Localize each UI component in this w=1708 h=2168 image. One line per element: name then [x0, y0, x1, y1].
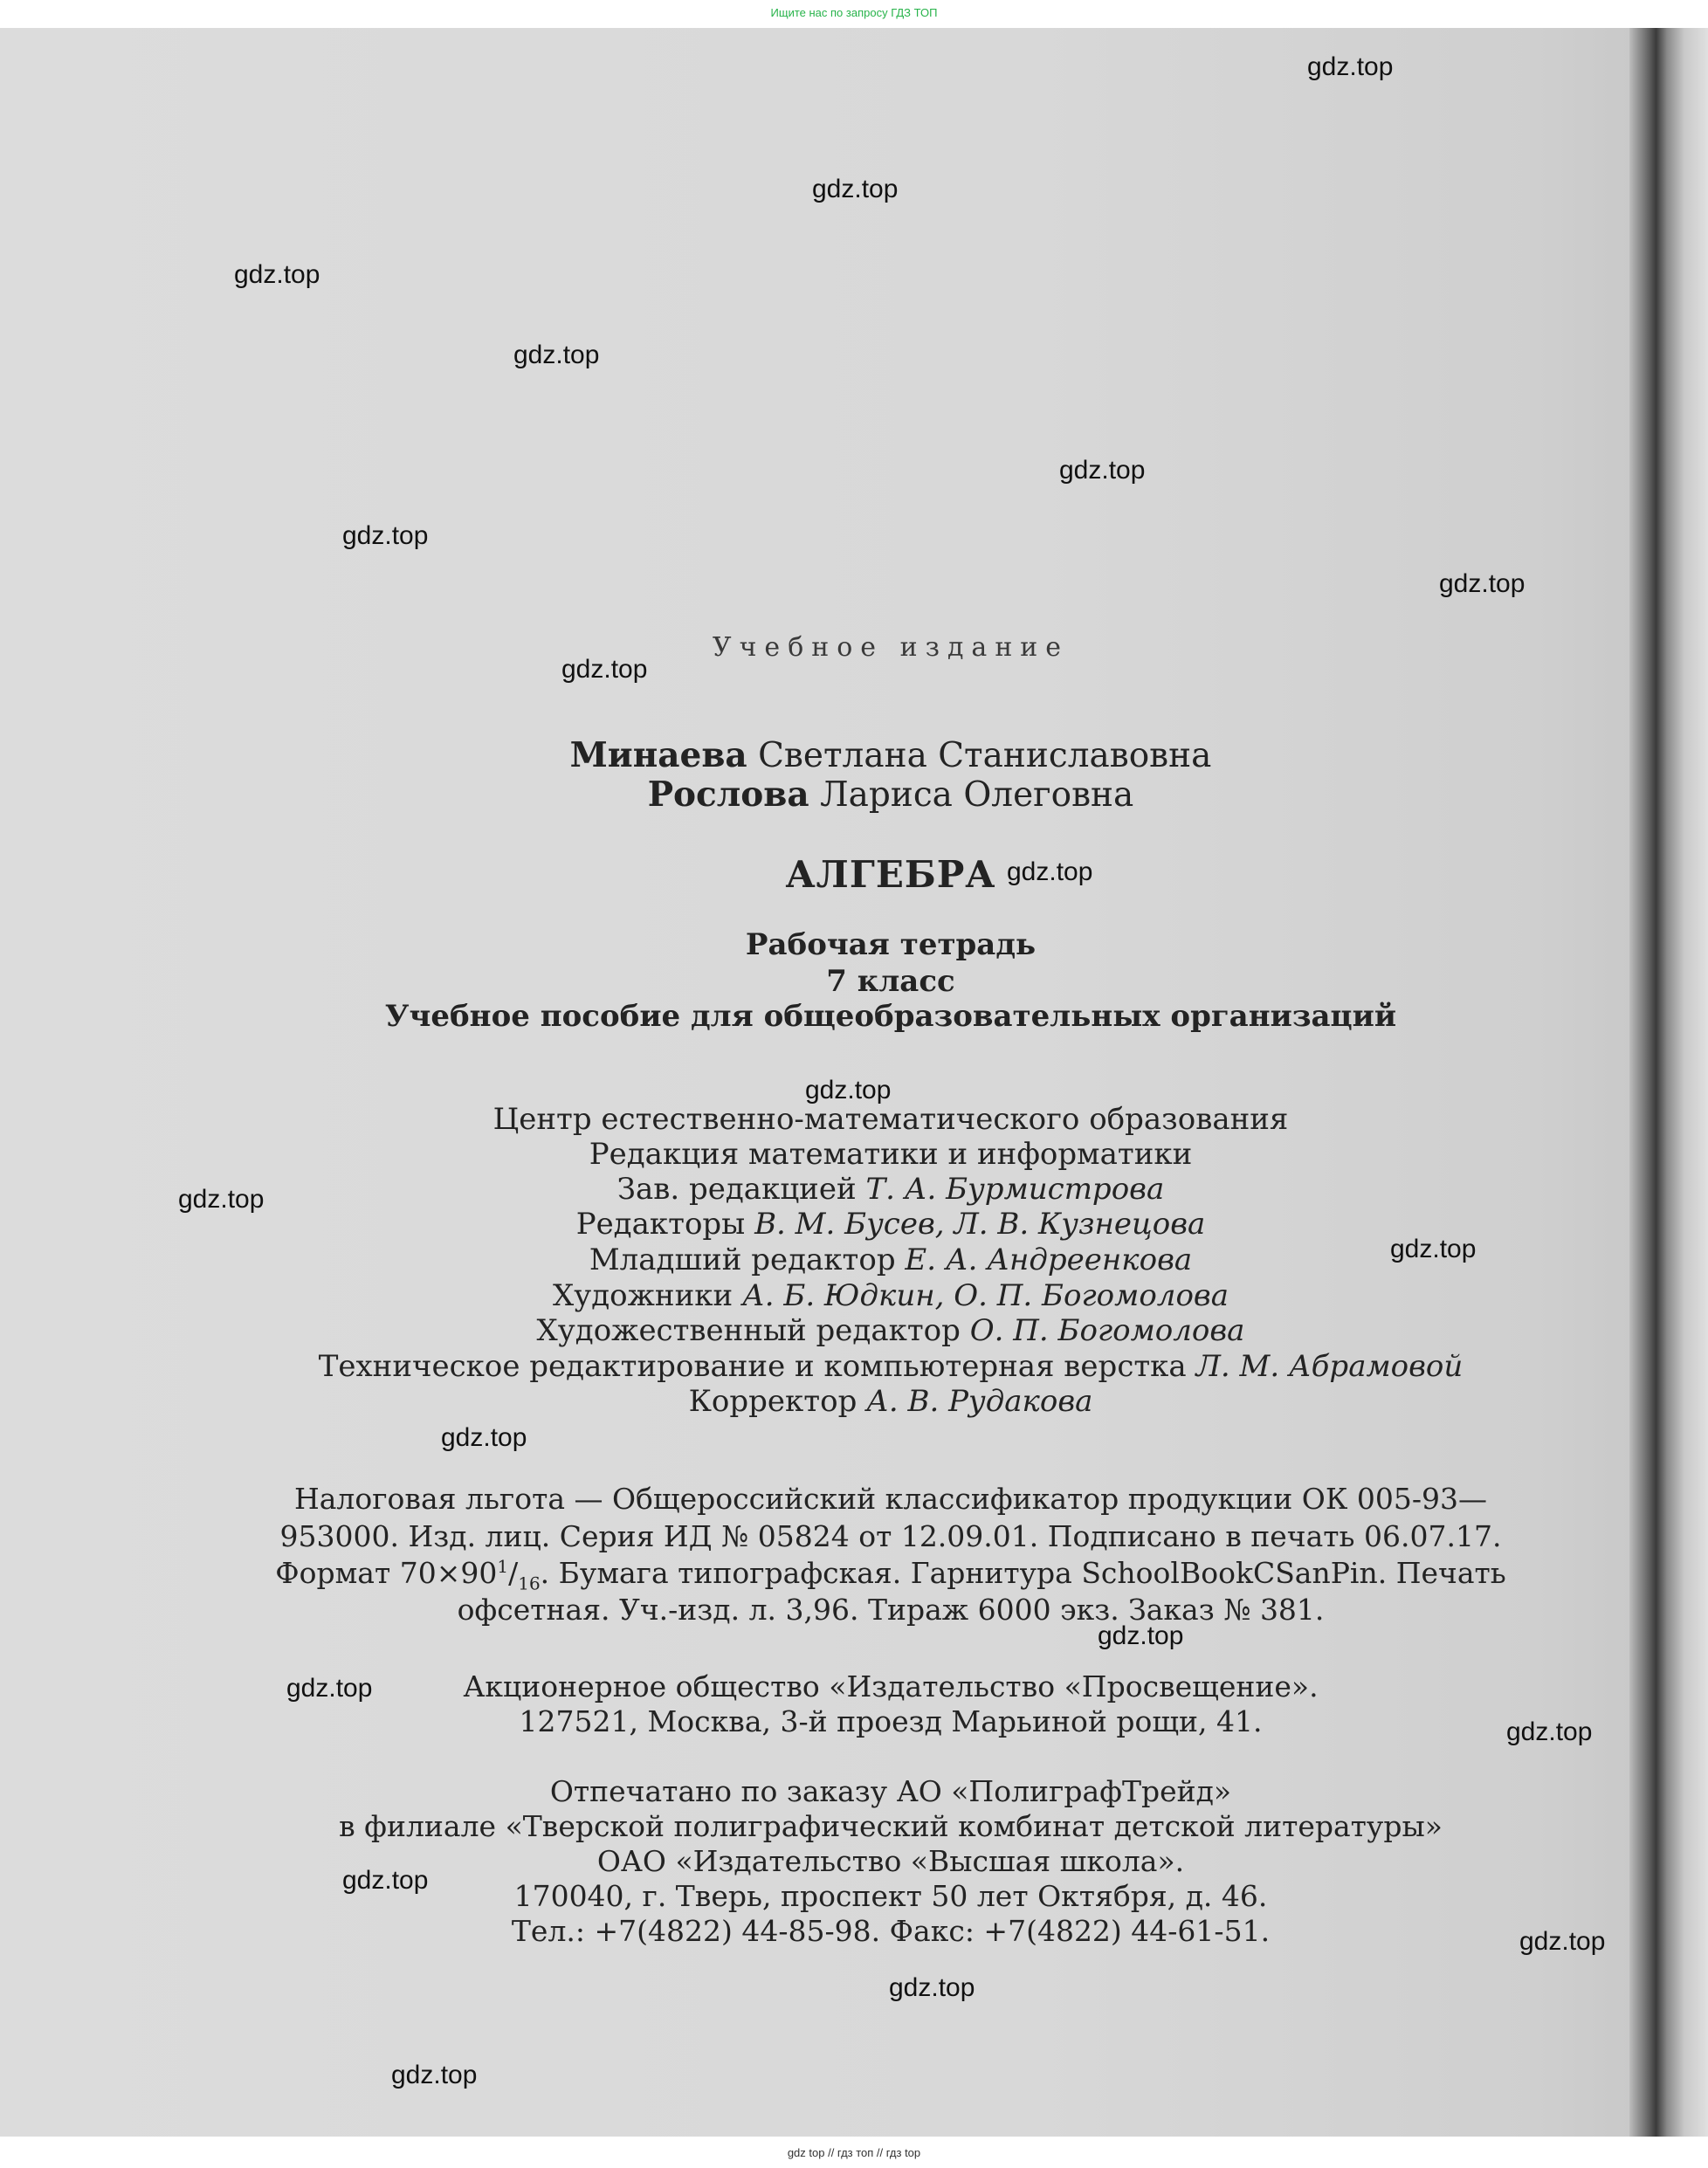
watermark: gdz.top — [1506, 1717, 1593, 1746]
credit-junior-name: Е. А. Андреенкова — [905, 1242, 1193, 1277]
book-spine-shadow — [1629, 28, 1708, 2137]
imprint-format-slash: / — [508, 1556, 519, 1590]
scanned-page — [0, 28, 1708, 2137]
bottom-banner: gdz top // гдз топ // гдз top — [787, 2146, 921, 2159]
watermark: gdz.top — [178, 1185, 265, 1214]
credit-editorial: Редакция математики и информатики — [589, 1137, 1193, 1172]
credit-art-editor — [175, 1313, 1607, 1348]
imprint-line-2: 953000. Изд. лиц. Серия ИД № 05824 от 12.09.01. Подписано в печать 06.07.17. — [279, 1519, 1502, 1553]
imprint-line-3 — [175, 1556, 1607, 1594]
publisher-line-1: Акционерное общество «Издательство «Просвещение». — [463, 1669, 1319, 1703]
subtitle-purpose: Учебное пособие для общеобразовательных организаций — [384, 999, 1397, 1034]
subtitle-grade: 7 класс — [826, 964, 955, 999]
author-2-given-names: Лариса Олеговна — [820, 775, 1134, 815]
printer-line-5: Тел.: +7(4822) 44-85-98. Факс: +7(4822) 44-61-51. — [511, 1914, 1271, 1948]
watermark: gdz.top — [889, 1973, 975, 2002]
imprint-line-1: Налоговая льгота — Общероссийский классификатор продукции ОК 005-93— — [293, 1482, 1487, 1516]
credit-junior-label: Младший редактор — [589, 1242, 896, 1277]
publisher-line-2: 127521, Москва, 3-й проезд Марьиной рощи, 41. — [519, 1704, 1263, 1738]
book-title: АЛГЕБРА — [785, 853, 996, 896]
watermark: gdz.top — [812, 175, 899, 203]
credit-art-editor-name: О. П. Богомолова — [969, 1313, 1245, 1348]
credit-head — [175, 1172, 1607, 1207]
top-banner: Ищите нас по запросу ГДЗ ТОП — [770, 6, 938, 19]
author-1-given-names: Светлана Станиславовна — [758, 736, 1212, 775]
watermark: gdz.top — [1390, 1235, 1477, 1263]
credit-editors-label: Редакторы — [575, 1207, 746, 1242]
credit-tech — [175, 1349, 1607, 1384]
credit-proof-label: Корректор — [688, 1384, 857, 1419]
subtitle-workbook: Рабочая тетрадь — [745, 927, 1037, 962]
author-1-last-name: Минаева — [569, 735, 747, 775]
credit-artists-names: А. Б. Юдкин, О. П. Богомолова — [741, 1278, 1229, 1313]
credit-tech-label: Техническое редактирование и компьютерная верстка — [318, 1349, 1187, 1384]
author-2 — [175, 774, 1607, 815]
credit-head-name: Т. А. Бурмистрова — [865, 1172, 1165, 1207]
watermark: gdz.top — [1519, 1927, 1606, 1956]
printer-line-1: Отпечатано по заказу АО «ПолиграфТрейд» — [549, 1774, 1232, 1808]
imprint-paper: . Бумага типографская. Гарнитура SchoolBookCSanPin. Печать — [540, 1556, 1506, 1590]
credit-tech-name: Л. М. Абрамовой — [1195, 1349, 1464, 1384]
credit-art-editor-label: Художественный редактор — [536, 1313, 961, 1348]
watermark: gdz.top — [1059, 456, 1146, 485]
credit-artists-label: Художники — [553, 1278, 733, 1313]
author-2-last-name: Рослова — [647, 774, 809, 815]
watermark: gdz.top — [1307, 52, 1394, 81]
watermark: gdz.top — [391, 2061, 478, 2089]
watermark: gdz.top — [1439, 569, 1525, 598]
watermark: gdz.top — [1098, 1621, 1184, 1650]
printer-line-4: 170040, г. Тверь, проспект 50 лет Октября, д. 46. — [513, 1879, 1268, 1913]
imprint-format-denominator: 16 — [518, 1573, 541, 1594]
watermark: gdz.top — [1007, 857, 1093, 886]
watermark: gdz.top — [513, 341, 600, 369]
printer-line-3: ОАО «Издательство «Высшая школа». — [596, 1844, 1185, 1878]
watermark: gdz.top — [342, 521, 429, 550]
watermark: gdz.top — [561, 655, 648, 684]
watermark: gdz.top — [342, 1866, 429, 1895]
watermark: gdz.top — [234, 260, 320, 289]
watermark: gdz.top — [441, 1423, 527, 1452]
credit-artists — [175, 1278, 1607, 1313]
credit-center: Центр естественно-математического образования — [492, 1102, 1289, 1137]
watermark: gdz.top — [805, 1076, 892, 1105]
imprint-format-numerator: 1 — [497, 1556, 509, 1577]
credit-head-label: Зав. редакцией — [616, 1172, 857, 1207]
credit-editors-names: В. М. Бусев, Л. В. Кузнецова — [754, 1207, 1206, 1242]
imprint-format: Формат 70×90 — [275, 1556, 498, 1590]
printer-line-2: в филиале «Тверской полиграфический комбинат детской литературы» — [339, 1809, 1443, 1843]
credit-proof-name: А. В. Рудакова — [866, 1384, 1093, 1419]
edition-type: Учебное издание — [712, 632, 1070, 663]
credit-proofreader — [175, 1384, 1607, 1419]
author-1 — [175, 735, 1607, 775]
watermark: gdz.top — [286, 1674, 373, 1703]
imprint-line-4: офсетная. Уч.-изд. л. 3,96. Тираж 6000 экз. Заказ № 381. — [457, 1593, 1325, 1627]
